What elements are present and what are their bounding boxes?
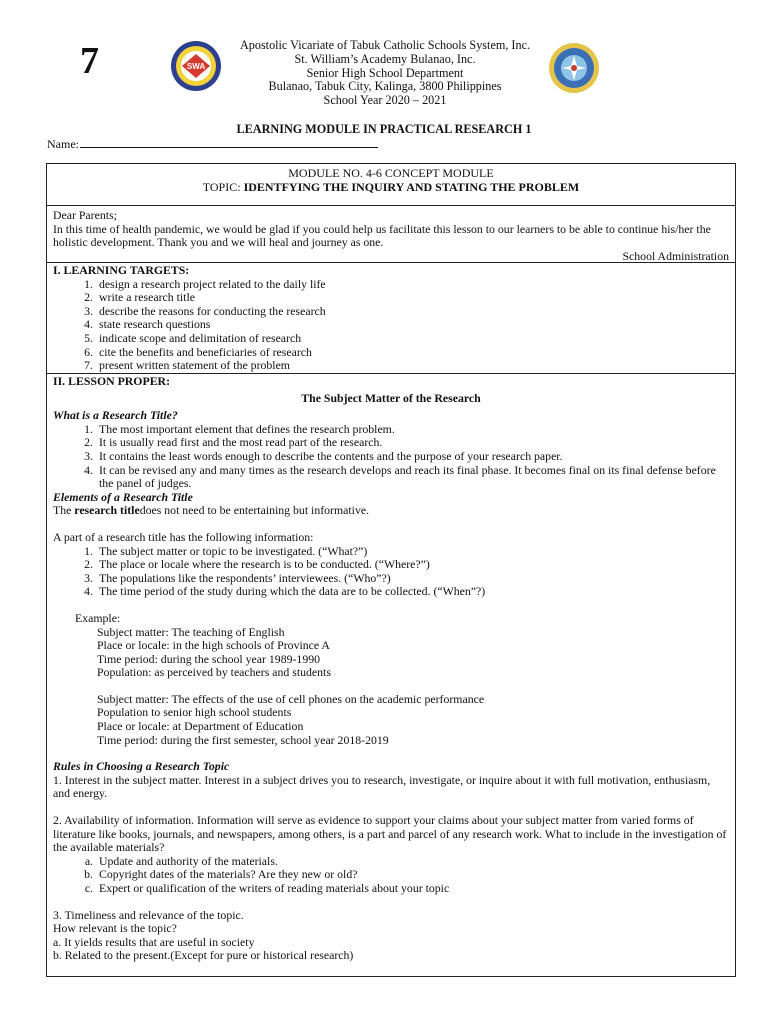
rule-two-list	[53, 855, 729, 896]
name-blank[interactable]	[80, 137, 378, 148]
elements-heading: Elements of a Research Title	[53, 489, 193, 504]
example-line: Place or locale: in the high schools of Province A	[97, 638, 330, 653]
list-item: 1. design a research project related to the daily life	[84, 276, 326, 291]
list-item: 5. indicate scope and delimitation of research	[84, 330, 302, 345]
list-item: 1. The most important element that defines the research problem.	[84, 421, 395, 436]
elements-rest: does not need to be entertaining but informative.	[139, 503, 370, 518]
list-item: 7. present written statement of the problem	[84, 358, 290, 373]
list-item: 4. It can be revised any and many times as the research develops and reach its final phase. It becomes final on its final defense before the panel of judges.	[84, 462, 716, 491]
name-label: Name:	[47, 137, 79, 151]
list-item: 1. The subject matter or topic to be investigated. (“What?”)	[84, 543, 368, 558]
example-line: Subject matter: The teaching of English	[97, 624, 285, 639]
rules-heading: Rules in Choosing a Research Topic	[53, 759, 230, 774]
module-topic-box	[46, 163, 736, 205]
topic-value: IDENTFYING THE INQUIRY AND STATING THE PROBLEM	[243, 180, 580, 194]
header-line: Bulanao, Tabuk City, Kalinga, 3800 Philippines	[268, 79, 502, 94]
rule-three: 3. Timeliness and relevance of the topic.	[53, 907, 244, 922]
letter-body: In this time of health pandemic, we would be glad if you could help us facilitate this lesson to our learners to be able to continue his/her the holistic development. Thank you and we will heal and journey as one.	[53, 221, 711, 250]
parents-letter	[46, 205, 736, 262]
list-item: 2. It is usually read first and the most read part of the research.	[84, 435, 383, 450]
letter-signature: School Administration	[622, 248, 729, 263]
research-title-term: research title	[74, 503, 140, 518]
header-line: School Year 2020 – 2021	[323, 93, 447, 108]
name-field[interactable]	[47, 137, 378, 152]
page-number: 7	[80, 40, 99, 82]
list-item: 4. state research questions	[84, 317, 211, 332]
logo-text: SWA	[186, 62, 206, 71]
example-line: Time period: during the school year 1989-1990	[97, 651, 321, 666]
lesson-proper-heading: II. LESSON PROPER:	[53, 374, 171, 388]
rule-three-b: b. Related to the present.(Except for pure or historical research)	[53, 948, 354, 963]
list-item: c. Expert or qualification of the writers of reading materials about your topic	[84, 881, 450, 895]
part-intro: A part of a research title has the following information:	[53, 529, 314, 544]
rule-three-question: How relevant is the topic?	[53, 921, 177, 936]
topic-label: TOPIC:	[202, 180, 244, 194]
title-parts-list	[53, 545, 729, 599]
example-line: Time period: during the first semester, school year 2018-2019	[97, 732, 389, 747]
header-line: St. William’s Academy Bulanao, Inc.	[294, 51, 476, 66]
learning-targets-section	[46, 262, 736, 373]
rule-three-a: a. It yields results that are useful in society	[53, 934, 255, 949]
school-header	[200, 39, 570, 108]
header-line: Senior High School Department	[306, 65, 464, 80]
list-item: 2. write a research title	[84, 290, 195, 305]
vicariate-seal-logo	[548, 42, 600, 94]
example-line: Subject matter: The effects of the use of cell phones on the academic performance	[97, 691, 485, 706]
topic-line	[47, 180, 735, 194]
elements-text	[53, 504, 729, 518]
module-title: LEARNING MODULE IN PRACTICAL RESEARCH 1	[236, 122, 532, 136]
module-number: MODULE NO. 4-6 CONCEPT MODULE	[288, 166, 494, 180]
example-line: Population to senior high school students	[97, 705, 292, 720]
list-item: a. Update and authority of the materials.	[84, 853, 278, 868]
rule-one: 1. Interest in the subject matter. Interest in a subject drives you to research, investigate, or inquire about it with full motivation, enthusiasm, and energy.	[53, 772, 711, 801]
subject-matter-title: The Subject Matter of the Research	[301, 390, 481, 405]
article-text: The	[53, 503, 75, 518]
list-item: 3. The populations like the respondents’ interviewees. (“Who”?)	[84, 570, 391, 585]
lesson-proper-section	[46, 373, 736, 977]
research-title-list	[53, 423, 729, 491]
learning-targets-list	[53, 278, 729, 373]
list-item: 4. The time period of the study during which the data are to be collected. (“When”?)	[84, 584, 486, 599]
example-line: Population: as perceived by teachers and students	[97, 665, 331, 680]
learning-targets-heading: I. LEARNING TARGETS:	[53, 263, 190, 277]
rule-two: 2. Availability of information. Information will serve as evidence to support your claims about your subject matter from varied forms of literature like books, journals, and newspapers, among others, is a part and parcel of any research work. What to include in the investigation of the available materials?	[53, 813, 727, 855]
list-item: 6. cite the benefits and beneficiaries of research	[84, 344, 312, 359]
header-line: Apostolic Vicariate of Tabuk Catholic Schools System, Inc.	[239, 38, 531, 52]
list-item: b. Copyright dates of the materials? Are they new or old?	[84, 867, 358, 882]
list-item: 2. The place or locale where the research is to be conducted. (“Where?”)	[84, 557, 430, 572]
example-label: Example:	[75, 610, 121, 625]
example-line: Place or locale: at Department of Education	[97, 719, 304, 734]
letter-greeting: Dear Parents;	[53, 208, 117, 222]
list-item: 3. describe the reasons for conducting the research	[84, 303, 326, 318]
list-item: 3. It contains the least words enough to describe the contents and the purpose of your research paper.	[84, 448, 563, 463]
what-is-title-heading: What is a Research Title?	[53, 408, 178, 423]
